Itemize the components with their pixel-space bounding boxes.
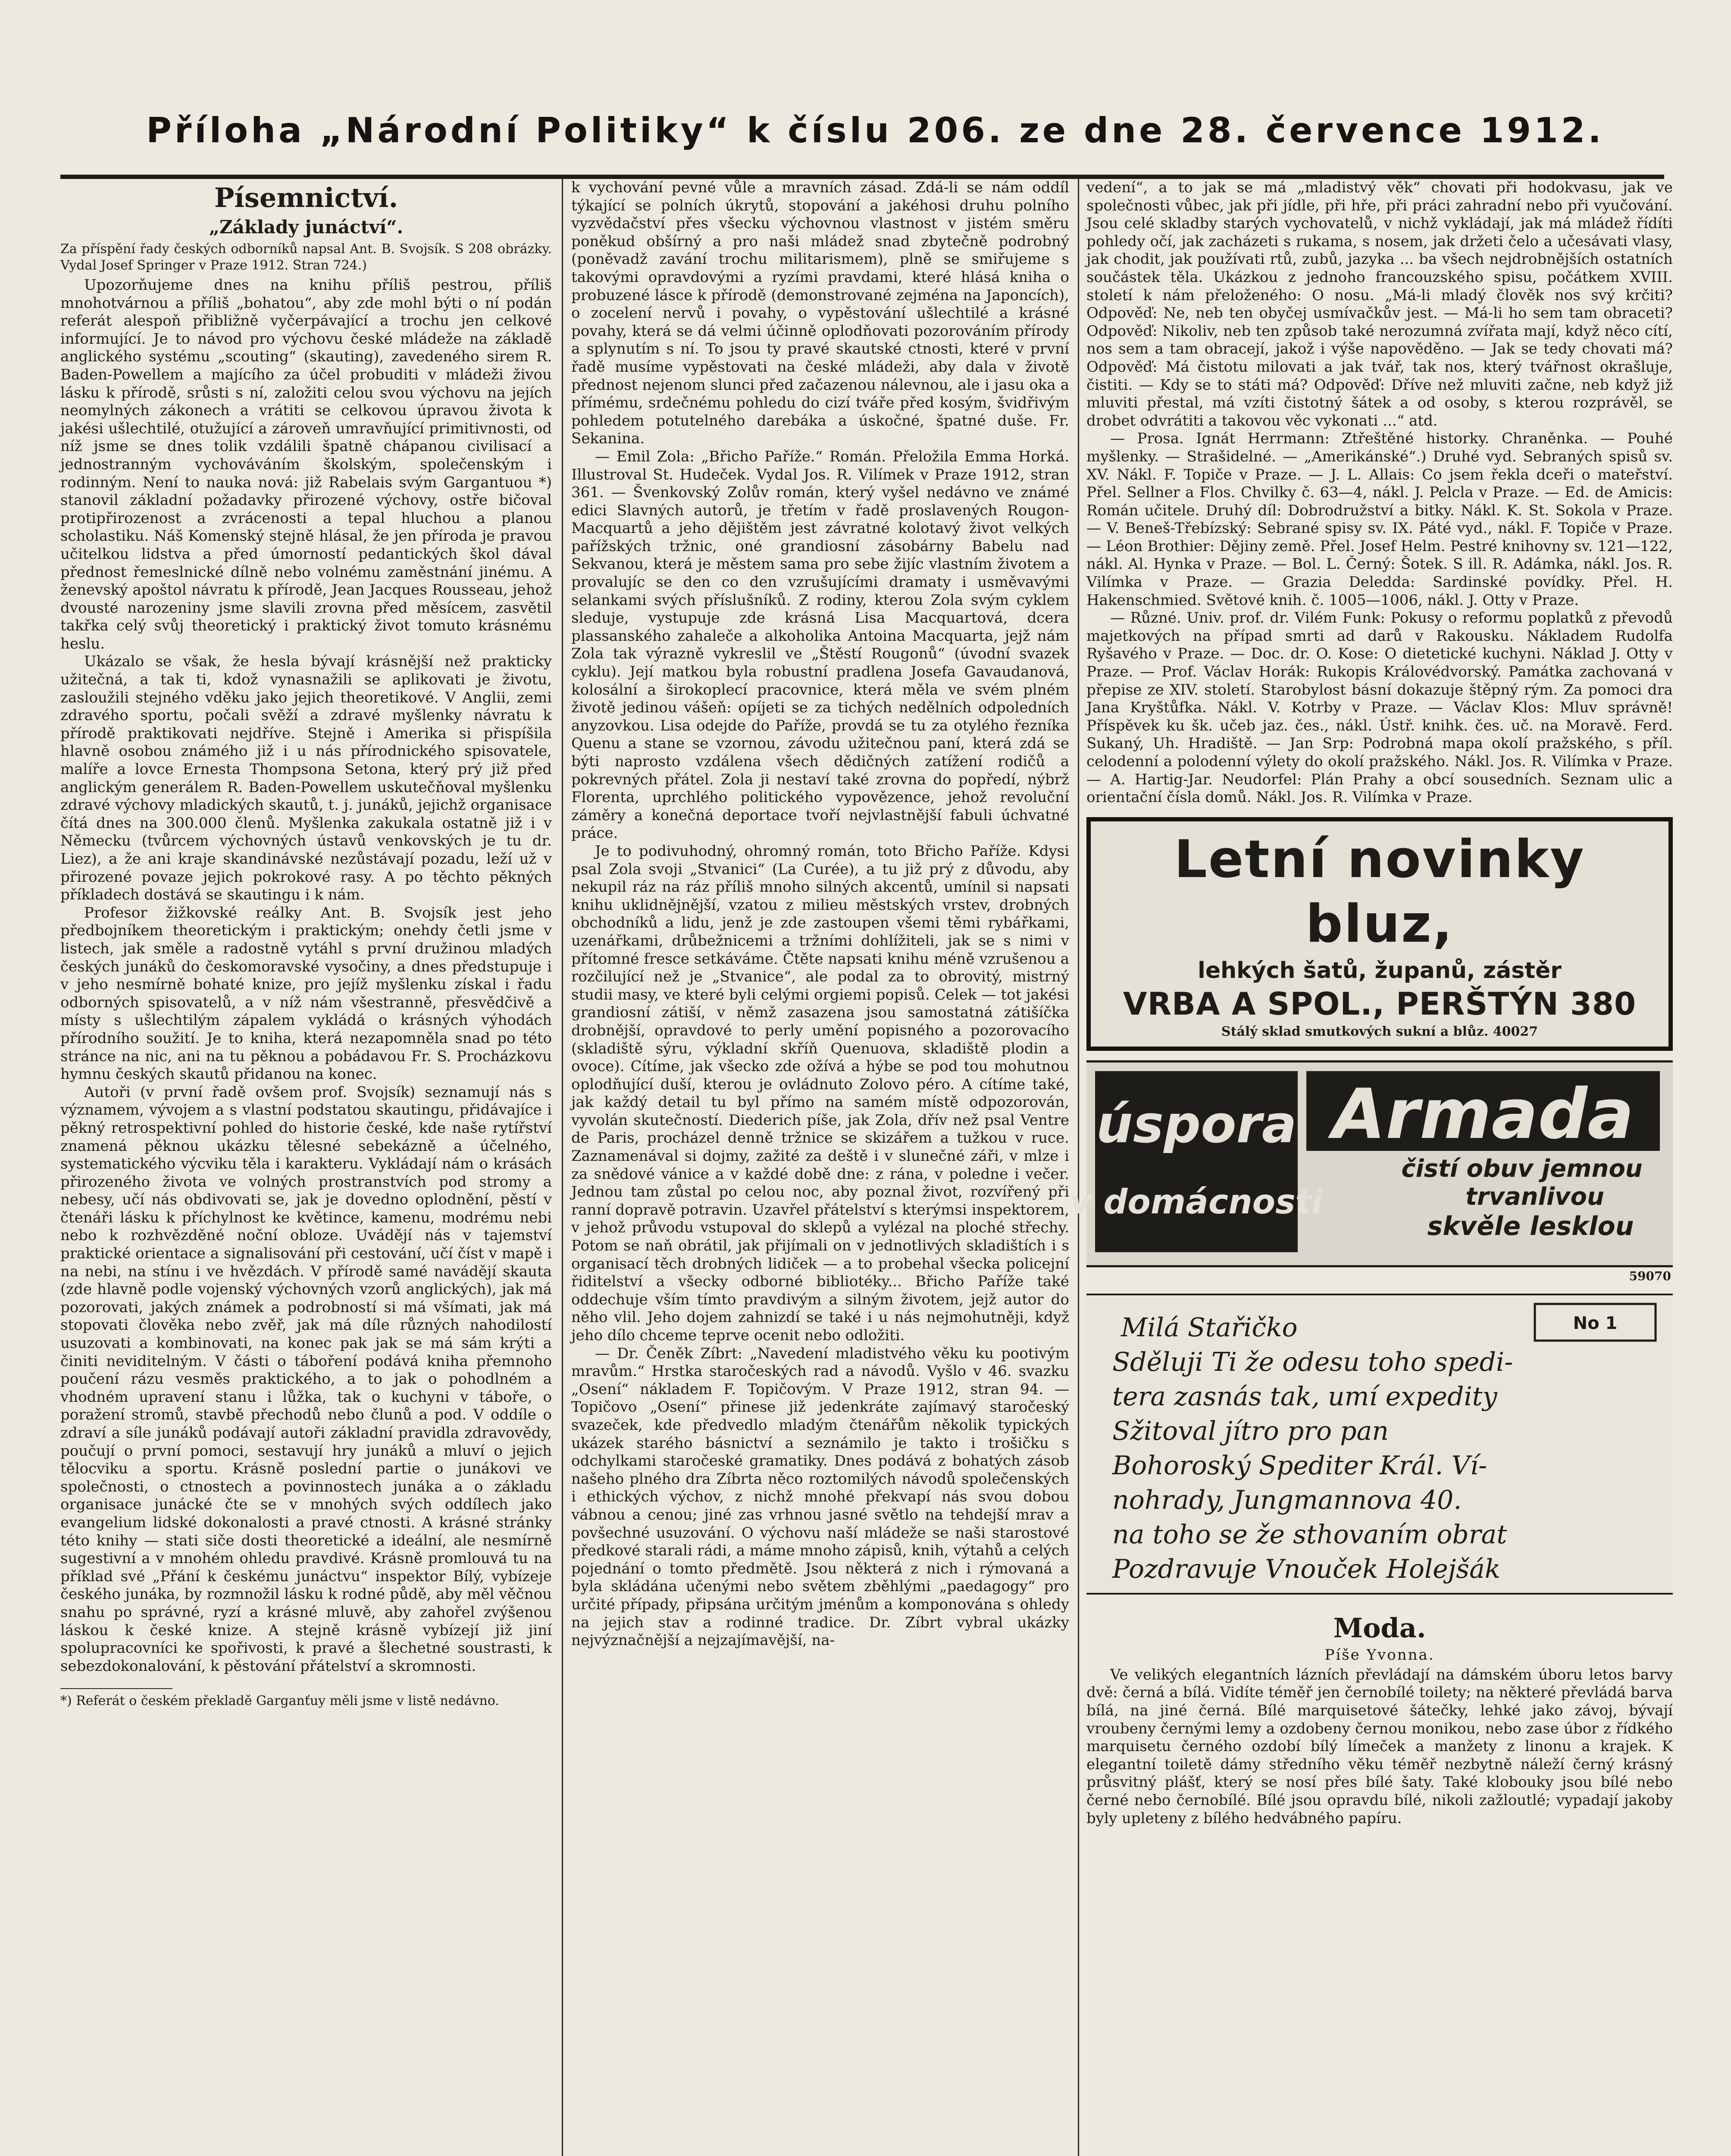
running-head: Příloha „Národní Politiky“ k číslu 206. ze dne 28. července 1912. xyxy=(146,110,1604,150)
ad-note: Stálý sklad smutkových sukní a blůz. 40027 xyxy=(1221,1024,1538,1039)
handwriting xyxy=(1086,1295,1673,1593)
armada-logo xyxy=(1306,1071,1660,1252)
ad-code: 59070 xyxy=(1629,1269,1671,1283)
review-paragraph-2: Ukázalo se však, že hesla bývají krásnější než prakticky užitečná, a tak ti, kdož vynasnažili se aplikovati je životu, zasloužili stejného vděku jako jejich theoretikové. V Anglii, zemi zdravého sportu, počali svěží a zdravé myšlenky návratu k přírodě praktikovati nejdříve. Stejně i Amerika si přispíšila hlavně osobou známého již i u nás přírodnického spisovatele, malíře a lovce Ernesta Thompsona Setona, který prý již před anglickým generálem R. Baden-Powellem uskutečňoval myšlenku zdravé výchovy mladických skautů, t. j. junáků, jejichž organisace čítá dnes na 300.000 členů. Myšlenka zakukala ostatně již i v Německu (tvůrcem výchovných ústavů venkovských je tu dr. Liez), a že ani kraje skandinávské nezůstávají pozadu, leží už v přirozené povaze jejich pokrokové rasy. A po těchto pěkných příkladech dostává se skautingu i k nám. xyxy=(60,653,552,904)
moda-title: Moda. xyxy=(1333,1612,1426,1644)
moda-paragraph: Ve velikých elegantních lázních převládají na dámském úboru letos barvy dvě: černá a bílá. Vidíte téměř jen černobílé toilety; na některé převládá barva bílá, na jiné černá. Bílé marquisetové šátečky, lehké jako závoj, bývají vroubeny černými lemy a ozdobeny černou monikou, nebo zase úbor z řídkého marquisetu černého ozdobí bílý límeček a manžety z linonu a krajek. K elegantní toiletě dámy středního věku téměř nezbytně náleží černý krásný průsvitný plášť, který se nosí přes bílé šaty. Také klobouky jsou bílé nebo černé nebo černobílé. Bílé jsou opravdu bílé, nikoli zažloutlé; vypadají jakoby byly upleteny z bílého hedvábného papíru. xyxy=(1086,1666,1673,1827)
card-line-4: Sžitoval jítro pro pan xyxy=(1112,1416,1389,1446)
new-books-prose: — Prosa. Ignát Herrmann: Ztřeštěné historky. Chraněnka. — Pouhé myšlenky. — Strašidelné. — „Amerikánské“.) Druhé vyd. Sebraných spisů sv. XV. Nákl. F. Topiče v Praze. — J. L. Allais: Co jsem řekla dceři o mateřství. Přel. Sellner a Flos. Chvilky č. 63—4, nákl. J. Pelcla v Praze. — Ed. de Amicis: Román učitele. Druhý díl: Dobrodružství a bitky. Nákl. K. St. Sokola v Praze. — V. Beneš-Třebízský: Sebrané spisy sv. IX. Páté vyd., nákl. F. Topiče v Praze. — Léon Brothier: Dějiny země. Přel. Josef Helm. Pestré knihovny sv. 121—122, nákl. Al. Hynka v Praze. — Bol. L. Černý: Šotek. S ill. R. Adámka, nákl. Jos. R. Vilímka v Praze. — Grazia Deledda: Sardinské povídky. Přel. H. Hakenschmied. Světové knih. č. 1005—1006, nákl. J. Otty v Praze. xyxy=(1086,430,1673,609)
card-line-6: nohrady, Jungmannova 40. xyxy=(1112,1485,1462,1515)
handwritten-card xyxy=(1086,1294,1673,1595)
section-title: Písemnictví. xyxy=(214,182,398,213)
header-rule xyxy=(60,175,1664,179)
new-books-misc: — Různé. Univ. prof. dr. Vilém Funk: Pokusy o reformu poplatků z převodů majetkových na případ smrti ad darů v Rakousku. Nákladem Rudolfa Ryšavého v Praze. — Doc. dr. O. Kose: O dietetické kuchyni. Náklad J. Otty v Praze. — Prof. Václav Horák: Rukopis Královédvorský. Památka zachovaná v přepise ze XIV. století. Starobylost básní dokazuje štěpný rým. Za pomoci dra Jana Kryštůfka. Nákl. V. Kotrby v Praze. — Václav Klos: Mluv správně! Příspěvek ku šk. učeb jaz. čes., nákl. Ústř. knihk. čes. uč. na Moravě. Ferd. Sukaný, Uh. Hradiště. — Jan Srp: Podrobná mapa okolí pražského, s příl. celodenní a polodenní výlety do okolí pražského. Nákl. Jos. R. Vilímka v Praze. — A. Hartig-Jar. Neudorfel: Plán Prahy a obcí sousedních. Seznam ulic a orientační čísla domů. Nákl. Jos. R. Vilímka v Praze. xyxy=(1086,609,1673,806)
column-divider-2 xyxy=(1078,179,1079,2156)
card-line-5: Bohoroský Spediter Král. Ví- xyxy=(1112,1450,1487,1481)
article-title: „Základy junáctví“. xyxy=(209,216,404,238)
zola-review: — Emil Zola: „Břicho Paříže.“ Román. Přeložila Emma Horká. Illustroval St. Hudeček. Vydal Jos. R. Vilímek v Praze 1912, stran 361. — Švenkovský Zolův román, který vyšel nedávno ve známé edici Slavných autorů, je třetím v řadě proslavených Rougon-Macquartů a jeho dějištěm jest závratné kolotavý život velkých pařížských tržnic, oné grandiosní zásobárny Babelu nad Sekvanou, která je městem sama pro sebe žijíc vlastním životem a provalujíc se den co den vzrušujícími dramaty i usměvavými selankami svých příslušníků. Z rodiny, kterou Zola svým cyklem sleduje, vystupuje zde krásná Lisa Macquartová, dcera plassanského zahaleče a alkoholika Antoina Macquarta, jejž nám Zola tak výrazně vykreslil ve „Štěstí Rougonů“ (úvodní svazek cyklu). Její matkou byla robustní pradlena Josefa Gavaudanová, kolosální a širokoplecí pracovnice, která měla ve svém plném životě jedinou vášeň: opíjeti se za tichých nedělních odpoledních anyzovkou. Lisa odejde do Paříže, provdá se tu za otylého řezníka Quenu a stane se vzornou, závodu užitečnou paní, která zdá se býti naprosto vzdálena všech dědičných zatížení rodičů a pokrevných přátel. Zola ji nestaví také zrovna do popředí, nýbrž Florenta, uprchlého politického vypovězence, jehož revoluční záměry a konečná deportace tvoří nejvlastnější fabuli úchvatné práce. xyxy=(571,448,1069,842)
review-paragraph-4: Autoři (v první řadě ovšem prof. Svojsík) seznamují nás s významem, vývojem a s vlastní podstatou skautingu, přidávajíce i pěkný retrospektivní pohled do historie české, kde naše rytířství znamená pěknou ukázku tělesné sebekázně a účelného, systematického výcviku těla i karakteru. Vykládají nám o krásách přirozeného života ve volných prostranstvích pod stromy a nebesy, učí nás obdivovati se, jak je dovedno oplodnění, pěstí v čtenáři lásku k příchylnost ke květince, kamenu, modrému nebi nebo k rozhvězděné noční obloze. Uvádějí nás v tajemství praktické orientace a signalisování při cestování, učí číst v mapě i na nebi, na stínu i ve hvězdách. V přírodě samé navádějí skauta (zde hlavně podle vojenský výchovných vzorů anglických), jak má pozorovati, jakých známek a podrobností si má všímati, jak má stopovati člověka nebo zvěř, jak má díle různých nahodilostí usuzovati a kombinovati, na konec pak jak se má sám krýti a činiti neviditelným. V části o táboření podává kniha přemnoho poučení rázu vesměs praktického, a to jak o pohodlném a vhodném upravení stanu i lůžka, tak o kuchyni v táboře, o poražení stromů, stavbě přechodů nebo člunů a pod. V oddíle o zdraví a síle junáků podávají autoři základní pravidla zdravovědy, poučují o první pomoci, sestavují hry junáků a mluví o jejich tělocviku a sportu. Krásně poslední partie o junákovi ve společnosti, o ctnostech a povinnostech junáka a o základu organisace junácké čte se v mnohých svých oddílech jako evangelium lidské dokonalosti a pravé ctnosti. A krásné stránky této knihy — stati siče dosti theoretické a ideální, ale nesmírně sugestivní a v mnohém ohledu pravdivé. Krásně promlouvá tu na příklad své „Přání k českému junáctvu“ inspektor Bílý, vybízeje českého junáka, by rozmnožil lásku k rodné půdě, aby měl věčnou snahu po správné, ryzí a krásné mluvě, aby zahořel zvýšenou láskou k české knize. A stejně krásně vybízejí již jiní spolupracovníci ke spořivosti, k pravé a šlechetné soustrasti, k sebezdokonalování, k pěstování přátelství a skromnosti. xyxy=(60,1083,552,1675)
armada-line-2: trvanlivou xyxy=(1465,1182,1604,1211)
ad-line: lehkých šatů, županů, zástěr xyxy=(1198,957,1562,984)
footnote-rule xyxy=(60,1688,172,1689)
column-3 xyxy=(1070,179,1673,2156)
armada-word: Armada xyxy=(1332,1073,1634,1154)
zibrt-review: — Dr. Čeněk Zíbrt: „Navedení mladistvého věku ku pootivým mravům.“ Hrstka staročeských rad a návodů. Vyšlo v 46. svazku „Osení“ nákladem F. Topičovým. V Praze 1912, stran 94. — Topičovo „Osení“ přinese již jedenkráte zajímavý staročeský svazeček, kde předvedlo mladým čtenářům několik typických ukázek starého básnictví a seznámilo je takto i trošičku s odchylkami staročeské gramatiky. Dnes podává z bohatých zásob našeho plného dra Zíbrta něco roztomilých návodů společenských i ethických výchov, z nichž mnohé překvapí nás svou dobou vábnou a cenou; jiné zas vrhnou jasné světlo na tehdejší mrav a povšechné usuzování. O výchovu naší mládeže se naši starostové předkové starali rádi, a máme mnoho zápisů, knih, výtahů a celých pojednání o tomto předmětě. Jsou některá z nich i rýmovaná a byla skládána učenými nebo světem zběhlými „paedagogy“ pro určité případy, připsána určitým jménům a komponována s ohledy na jejich stav a rodinné tradice. Dr. Zíbrt vybral ukázky nejvýznačnější a nejzajímavější, na- xyxy=(571,1344,1069,1649)
card-line-8: Pozdravuje Vnouček Holejšák xyxy=(1112,1554,1501,1584)
footnote: *) Referát o českém překladě Garganťuy měli jsme v listě nedávno. xyxy=(60,1693,499,1709)
book-citation: Za příspění řady českých odborníků napsal Ant. B. Svojsík. S 208 obrázky. Vydal Josef Springer v Praze 1912. Stran 724.) xyxy=(60,241,552,273)
advertisement-blouses xyxy=(1086,817,1673,1051)
armada-line-1: čistí obuv jemnou xyxy=(1401,1154,1643,1183)
zibrt-review-continued: vedení“, a to jak se má „mladistvý věk“ chovati při hodokvasu, jak ve společnosti vůbec, jak při jídle, při hře, při práci zahradní nebo při vyučování. Jsou celé skladby starých vychovatelů, v nichž vykládají, jak má mládež řídíti pohledy očí, jak zacházeti s rukama, s nosem, jak držeti čelo a učesávati vlasy, jak chodit, jak používati rtů, zubů, jazyka ... ba všech nejdrobnějších ostatních součástek těla. Ukázkou z jednoho francouzského spisu, počátkem XVIII. století k nám přeloženého: O nosu. „Má-li mladý člověk nos svý krčiti? Odpověď: Ne, neb ten obyčej usmívačkův jest. — Má-li ho sem tam obraceti? Odpověď: Nikoliv, neb ten způsob také nerozumná zvířata mají, když něco cítí, nos sem a tam obracejí, jakož i výše napověděno. — Jak se tedy chovati má? Odpověď: Má čistotu milovati a jak tvář, tak nos, který tvářnost okrašluje, čistiti. — Kdy se to státi má? Odpověď: Dříve než mluviti začne, neb když již mluviti přestal, má vzíti čistotný šátek a od osoby, s kterou rozprávěl, se drobet odvrátiti a takovou věc vykonati ...“ atd. xyxy=(1086,179,1673,429)
card-line-3: tera zasnás tak, umí expedity xyxy=(1112,1381,1497,1412)
review-paragraph-3: Profesor žižkovské reálky Ant. B. Svojsík jest jeho předbojníkem theoretickým i praktickým; onehdy četli jsme v listech, jak směle a radostně vytáhl s první družinou mladých českých junáků do českomoravské vysočiny, a dnes předstupuje i v jeho nesmírně bohaté knize, pro jejíž myšlenku získal i řadu odborných spisovatelů, a v níž nám všestranně, přesvědčivě a místy s ušlechtilým zápalem vykládá o krásných výhodách přírodního soužití. Je to kniha, která nezapomněla snad po této stránce na nic, ani na tu pěknou a pobádavou Fr. S. Procházkovu hymnu českých skautů přidanou na konec. xyxy=(60,904,552,1083)
ad-company: VRBA A SPOL., PERŠTÝN 380 xyxy=(1123,985,1637,1022)
uspora-word: úspora xyxy=(1096,1094,1297,1155)
review-paragraph-1: Upozorňujeme dnes na knihu příliš pestrou, příliš mnohotvárnou a příliš „bohatou“, aby zde mohl býti o ní podán referát alespoň přibližně vyčerpávající a trochu jen celkové informující. Je to návod pro výchovu české mládeže na základě anglického systému „scouting“ (skauting), zavedeného sirem R. Baden-Powellem a majícího za účel probuditi v mládeži živou lásku k přírodě, srůsti s ní, založiti celou svou výchovu na jejích neomylných zákonech a vrátiti se celkovou úpravou života k jakési ušlechtilé, otužující a zároveň umravňující primitivnosti, od níž jsme se dnes tolik vzdálili špatně chápanou civilisací a jednostranným vychováváním školským, společenským i rodinným. Není to nauka nová: již Rabelais svým Gargantuou *) stanovil základní požadavky přirozené výchovy, ostře bičoval protipřirozenost a zvrácenosti a tepal hluchou a planou scholastiku. Náš Komenský stejně hlásal, že jen příroda je pravou učitelkou lidstva a před úmorností pedantických škol dával přednost řemeslnické dílně nebo volnému zaměstnání jinému. A ženevský apoštol návratu k přírodě, Jean Jacques Rousseau, jehož dvousté narozeniny jsme slavili zrovna před měsícem, zasvětil takřka celý svůj theoretický i praktický život tomuto krásnému heslu. xyxy=(60,276,552,652)
stamp-text: No 1 xyxy=(1573,1313,1618,1333)
armada-line-3: skvěle lesklou xyxy=(1427,1211,1634,1241)
column-divider-1 xyxy=(562,179,563,2156)
domacnost-word: v domácnosti xyxy=(1070,1182,1323,1222)
card-line-2: Sděluji Ti že odesu toho spedi- xyxy=(1112,1347,1513,1377)
card-line-1: Milá Stařičko xyxy=(1121,1312,1298,1343)
advertisement-armada xyxy=(1070,1060,1673,1267)
review-continuation: k vychování pevné vůle a mravních zásad. Zdá-li se nám oddíl týkající se polních úkrytů, stopování a jakéhosi druhu polního vyzvědačství přes všecku výchovnou vlastnost v jistém směru poněkud obšírný a pro naši mládež snad zbytečně podrobný (poněvadž zavání trochu militarismem), plně se smiřujeme s takovými opravdovými a ryzími pravdami, které hlásá kniha o probuzené lásce k přírodě (demonstrované zejména na Japoncích), o zocelení nervů i povahy, o vypěstování ušlechtilé a krásné povahy, která se dá velmi účinně oplodňovati pozorováním přírody a splynutím s ní. To jsou ty pravé skautské ctnosti, které v první řadě musíme vypěstovati na české mládeži, aby dala v životě přednost nejenom slunci před začazenou nálevnou, ale i jasu oka a přímému, srdečnému pohledu do cizí tváře před kosým, švidřivým pohledem potutelného darebáka a úskočné, špatné duše. Fr. Sekanina. xyxy=(571,179,1069,448)
ad-title: Letní novinky bluz, xyxy=(1174,829,1585,954)
zola-review-continued: Je to podivuhodný, ohromný román, toto Břicho Paříže. Kdysi psal Zola svoji „Stvanici“ (La Curée), a tu již prý z důvodu, aby nekupil ráz na ráz příliš mnoho silných akcentů, umínil si napsati knihu uklidnějnější, vzatou z milieu městských vrstev, drobných obchodníků a lidu, jenž je zde zastoupen všemi těmi rybářkami, uzenářkami, drůbežnicemi a tržními dohlížiteli, jak se s nimi v přítomné fresce setkáváme. Čtěte napsati knihu méně vzrušenou a rozčilující než je „Stvanice“, ale podal za to obrovitý, mistrný studii masy, ve které byli celými orgiemi popisů. Celek — tot jakési grandiosní zátiší, v němž zasazena jsou samostatná zátišíčka drobnější, opravdové to perly umění popisného a pozorovacího (skladiště sýru, výkladní skříň Quenuova, skladiště plodin a ovoce). Cítíme, jak všecko zde ožívá a hýbe se pod tou mohutnou oplodňující duší, kterou je ovládnuto Zolovo péro. A cítíme také, jak každý detail tu byl přímo na samém místě odpozorován, vyvolán skutečností. Diederich píše, jak Zola, dřív než psal Ventre de Paris, procházel denně tržnice se skizářem a tužkou v ruce. Zaznamenával si dojmy, zažité za deště i v slunečné záři, v mlze i za snědové vánice a v každé době dne: z rána, v poledne i večer. Jednou tam zůstal po celou noc, aby poznal život, rozvířený při ranní dopravě potravin. Uzavřel přátelství s kterýmsi inspektorem, v jehož průvodu vstupoval do sklepů a vylézal na ploché střechy. Potom se naň obrátil, jak přijímali on v jednotlivých skladištích i s organisací těch drobných lidiček — a to probehal všecka policejní řiditelství a všecky odborné bibliotéky... Břicho Paříže také oddechuje vším tímto pravdivým a silným životem, jejž autor do něho vlil. Jeho dojem zahnizdí se také i u nás nejmohutněji, když jeho dílo chceme teprve ocenit nebo odložiti. xyxy=(571,842,1069,1344)
column-2 xyxy=(571,179,1069,2156)
column-1 xyxy=(60,179,552,2156)
moda-author: Píše Yvonna. xyxy=(1324,1646,1435,1664)
card-line-7: na toho se že sthovaním obrat xyxy=(1112,1519,1507,1550)
uspora-logo xyxy=(1070,1071,1323,1252)
